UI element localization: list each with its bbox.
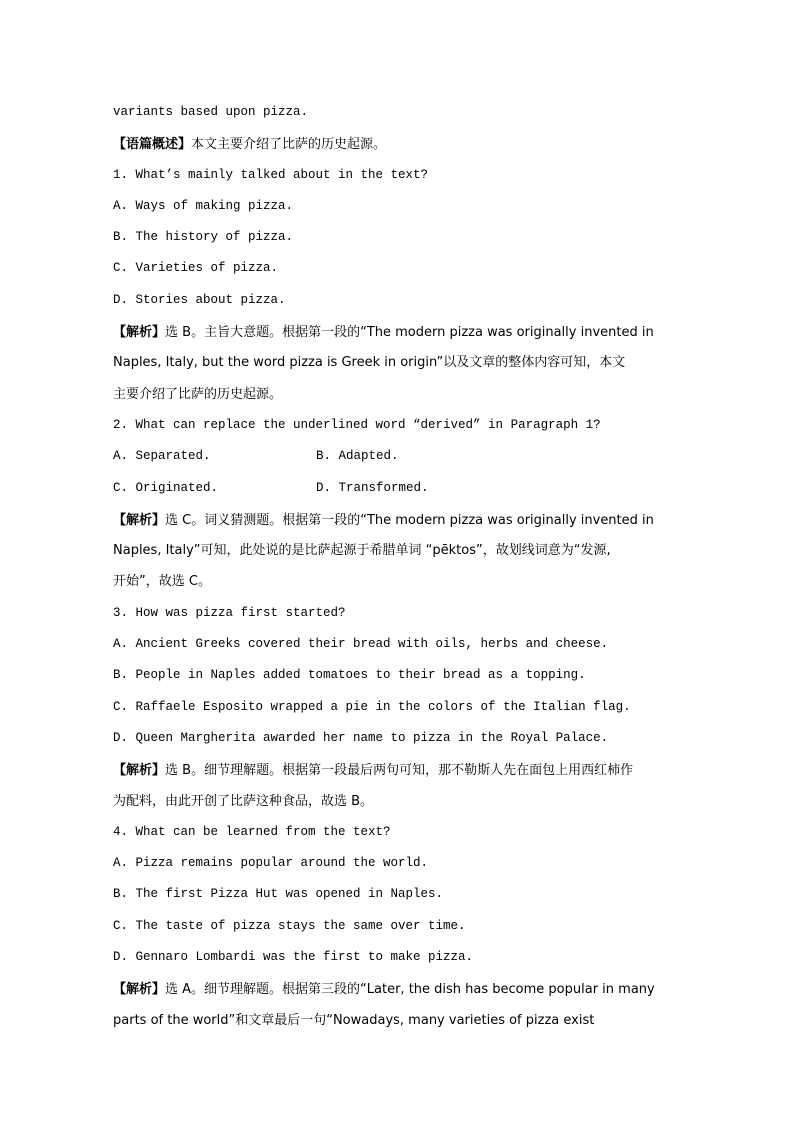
analysis-line-2: 为配料，由此开创了比萨这种食品，故选 B。 <box>113 793 374 809</box>
analysis-line-1 <box>113 504 685 535</box>
question-1 <box>113 160 685 410</box>
option-b: B. The first Pizza Hut was opened in Naples. <box>113 887 444 902</box>
option-c: C. Originated. <box>113 480 219 495</box>
summary-text: 本文主要介绍了比萨的历史起源。 <box>191 137 387 153</box>
option-d: D. Stories about pizza. <box>113 292 286 307</box>
analysis-tag: 【解析】 <box>113 512 166 528</box>
analysis-line-1 <box>113 316 685 347</box>
document-page <box>113 97 685 1036</box>
option-row-ab <box>113 441 685 472</box>
option-b: B. The history of pizza. <box>113 230 294 245</box>
option-d: D. Transformed. <box>316 480 429 495</box>
analysis-line-2: parts of the world”和文章最后一句“Nowadays, many varieties of pizza exist <box>113 1012 595 1028</box>
analysis-line-1 <box>113 973 685 1004</box>
option-d: D. Gennaro Lombardi was the first to make pizza. <box>113 950 474 965</box>
analysis-text: 选 B。主旨大意题。根据第一段的“The modern pizza was originally invented in <box>165 325 654 341</box>
question-2 <box>113 410 685 598</box>
option-c: C. The taste of pizza stays the same over time. <box>113 918 466 933</box>
option-c: C. Raffaele Esposito wrapped a pie in the colors of the Italian flag. <box>113 699 631 714</box>
question-stem: 1. What’s mainly talked about in the text? <box>113 167 429 182</box>
analysis-line-2: Naples, Italy, but the word pizza is Greek in origin”以及文章的整体内容可知，本文 <box>113 355 626 371</box>
option-a: A. Ancient Greeks covered their bread with oils, herbs and cheese. <box>113 637 609 652</box>
summary-line <box>113 128 685 159</box>
option-d: D. Queen Margherita awarded her name to pizza in the Royal Palace. <box>113 730 609 745</box>
analysis-line-1 <box>113 754 685 785</box>
analysis-text: 选 C。词义猜测题。根据第一段的“The modern pizza was originally invented in <box>165 512 654 528</box>
option-a: A. Separated. <box>113 449 211 464</box>
option-a: A. Pizza remains popular around the world. <box>113 856 429 871</box>
option-row-cd <box>113 473 685 504</box>
question-3 <box>113 598 685 817</box>
analysis-line-3: 开始”，故选 C。 <box>113 574 211 590</box>
option-c: C. Varieties of pizza. <box>113 261 279 276</box>
question-stem: 3. How was pizza first started? <box>113 605 346 620</box>
intro-tail-text: variants based upon pizza. <box>113 105 309 119</box>
analysis-tag: 【解析】 <box>113 763 166 779</box>
question-stem: 2. What can replace the underlined word “derived” in Paragraph 1? <box>113 417 601 432</box>
option-a: A. Ways of making pizza. <box>113 198 294 213</box>
analysis-tag: 【解析】 <box>113 982 166 998</box>
analysis-line-2: Naples, Italy”可知，此处说的是比萨起源于希腊单词 “pēktos”，故划线词意为“发源, <box>113 543 611 559</box>
analysis-text: 选 A。细节理解题。根据第三段的“Later, the dish has become popular in many <box>165 982 655 998</box>
option-b: B. Adapted. <box>316 449 399 464</box>
analysis-tag: 【解析】 <box>113 325 166 341</box>
analysis-line-3: 主要介绍了比萨的历史起源。 <box>113 386 283 402</box>
question-stem: 4. What can be learned from the text? <box>113 824 391 839</box>
analysis-text: 选 B。细节理解题。根据第一段最后两句可知，那不勒斯人先在面包上用西红柿作 <box>165 763 634 779</box>
question-4 <box>113 817 685 1036</box>
summary-tag: 【语篇概述】 <box>113 137 192 153</box>
option-b: B. People in Naples added tomatoes to their bread as a topping. <box>113 668 586 683</box>
